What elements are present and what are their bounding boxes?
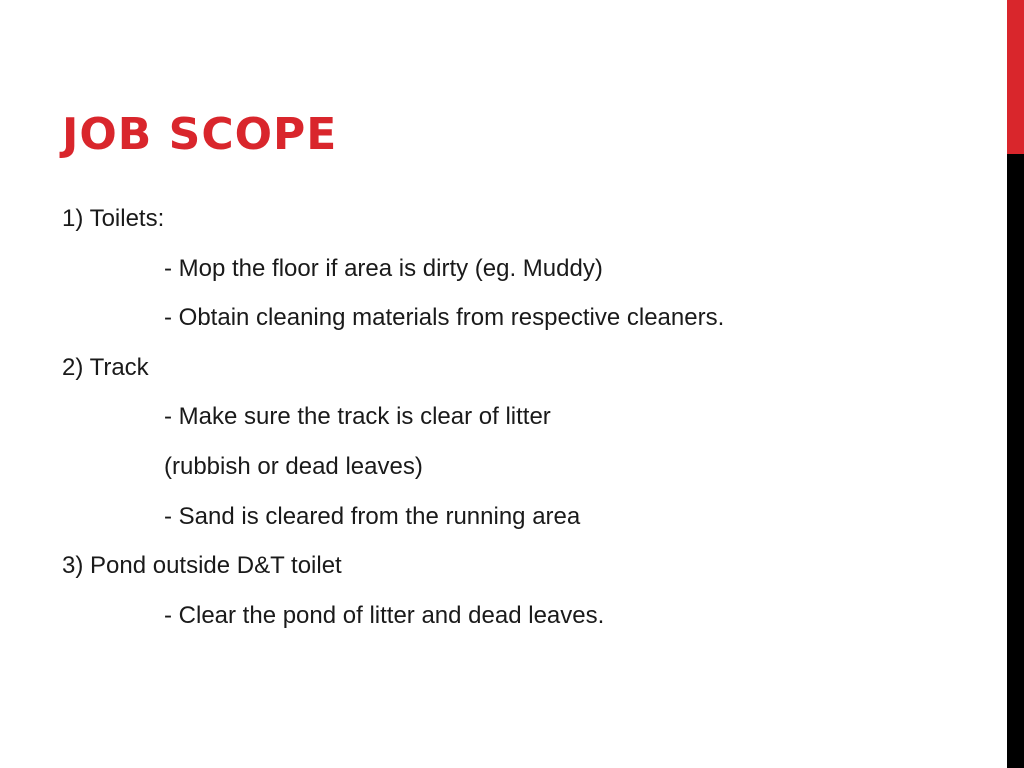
- body-line: - Make sure the track is clear of litter: [164, 403, 551, 431]
- slide-title: JOB SCOPE: [62, 109, 338, 160]
- side-bar-accent: [1007, 0, 1024, 154]
- body-line: 1) Toilets:: [62, 205, 165, 232]
- body-line: - Obtain cleaning materials from respective cleaners.: [164, 304, 725, 332]
- body-line: 3) Pond outside D&T toilet: [62, 552, 342, 580]
- body-line: 2) Track: [62, 353, 149, 381]
- side-bar-dark: [1007, 154, 1024, 768]
- side-bar: [1007, 0, 1024, 768]
- body-line: (rubbish or dead leaves): [164, 452, 423, 480]
- body-line: - Clear the pond of litter and dead leaves.: [164, 601, 605, 629]
- body-line: - Mop the floor if area is dirty (eg. Muddy): [164, 254, 603, 282]
- body-line: - Sand is cleared from the running area: [164, 502, 581, 530]
- slide-body: [62, 199, 992, 645]
